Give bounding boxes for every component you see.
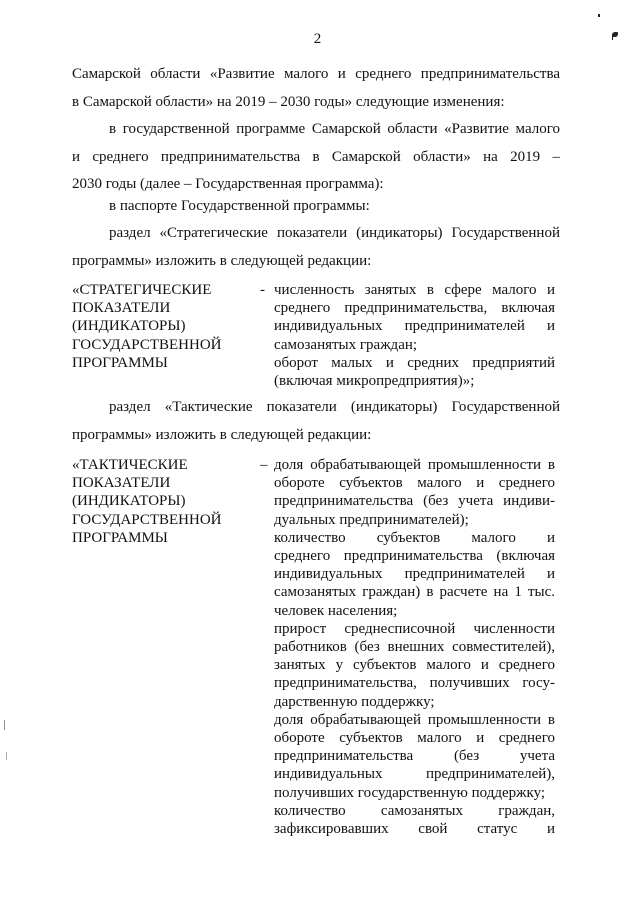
text-line: дарственную поддержку; [274,693,435,710]
text-line: среднего предпринимательства, включая [274,300,555,317]
text-line: самозанятых граждан) в расчете на 1 тыс. [274,584,555,601]
text-line: дуальных предпринимателей); [274,511,469,528]
heading-line: ГОСУДАРСТВЕННОЙ [72,511,222,528]
text-line: количество субъектов малого и [274,529,555,546]
text-line: самозанятых граждан; [274,336,418,353]
text-line: раздел «Тактические показатели (индикаторы) Государственной [109,399,560,415]
heading-line: (ИНДИКАТОРЫ) [72,318,186,335]
text-line: прирост среднесписочной численности [274,620,555,637]
text-line: предпринимательства, получивших госу- [274,675,555,692]
text-line: (включая микропредприятия)»; [274,373,475,390]
strategic-paragraph [72,220,560,275]
dash-separator: - [260,282,265,298]
program-paragraph [72,116,560,199]
text-line: индивидуальных предпринимателей и [274,318,555,335]
heading-line: ПОКАЗАТЕЛИ [72,475,171,492]
text-line: предпринимательства (без учета индиви- [274,493,555,510]
text-line: численность занятых в сфере малого и [274,282,555,298]
text-line: доля обрабатывающей промышленности в [274,457,555,473]
text-line: занятых у субъектов малого и среднего [274,657,555,674]
heading-line: ГОСУДАРСТВЕННОЙ [72,336,222,353]
text-line: количество самозанятых граждан, [274,802,555,819]
scan-speck [6,752,7,760]
passport-paragraph [72,193,560,221]
intro-paragraph [72,61,560,116]
text-line: доля обрабатывающей промышленности в [274,711,555,728]
page-number: 2 [313,31,322,47]
dash-separator: – [260,457,268,473]
text-line: программы» изложить в следующей редакции: [72,252,372,269]
tactical-indicators-block [72,456,560,841]
heading-line: (ИНДИКАТОРЫ) [72,493,186,510]
tactical-text [274,456,555,838]
text-line: зафиксировавших свой статус и [274,821,555,838]
strategic-heading [72,281,252,372]
text-line: в Самарской области» на 2019 – 2030 годы» следующие изменения: [72,93,505,110]
text-line: индивидуальных предпринимателей), [274,766,555,783]
strategic-text [274,281,555,390]
scan-speck [4,720,5,730]
heading-line: ПОКАЗАТЕЛИ [72,300,171,317]
tactical-paragraph [72,394,560,449]
text-line: и среднего предпринимательства в Самарской области» на 2019 – [72,148,560,165]
scan-speck [612,36,613,40]
tactical-heading [72,456,252,547]
text-line: работников (без внешних совместителей), [274,639,555,656]
text-line: 2030 годы (далее – Государственная программа): [72,176,384,192]
text-line: в государственной программе Самарской области «Развитие малого [109,121,560,137]
text-line: в паспорте Государственной программы: [109,198,370,214]
text-line: оборот малых и средних предприятий [274,354,555,371]
text-line: Самарской области «Развитие малого и среднего предпринимательства [72,66,560,82]
text-line: получивших государственную поддержку; [274,784,546,801]
text-line: обороте субъектов малого и среднего [274,730,555,747]
text-line: предпринимательства (без учета [274,748,555,765]
text-line: раздел «Стратегические показатели (индикаторы) Государственной [109,225,560,241]
text-line: обороте субъектов малого и среднего [274,475,555,492]
text-line: человек населения; [274,602,398,619]
strategic-indicators-block [72,281,560,391]
heading-line: «ТАКТИЧЕСКИЕ [72,457,188,473]
scan-speck [598,14,600,17]
heading-line: «СТРАТЕГИЧЕСКИЕ [72,282,212,298]
text-line: программы» изложить в следующей редакции: [72,426,372,443]
heading-line: ПРОГРАММЫ [72,529,168,546]
heading-line: ПРОГРАММЫ [72,354,168,371]
text-line: индивидуальных предпринимателей и [274,566,555,583]
text-line: среднего предпринимательства (включая [274,548,555,565]
